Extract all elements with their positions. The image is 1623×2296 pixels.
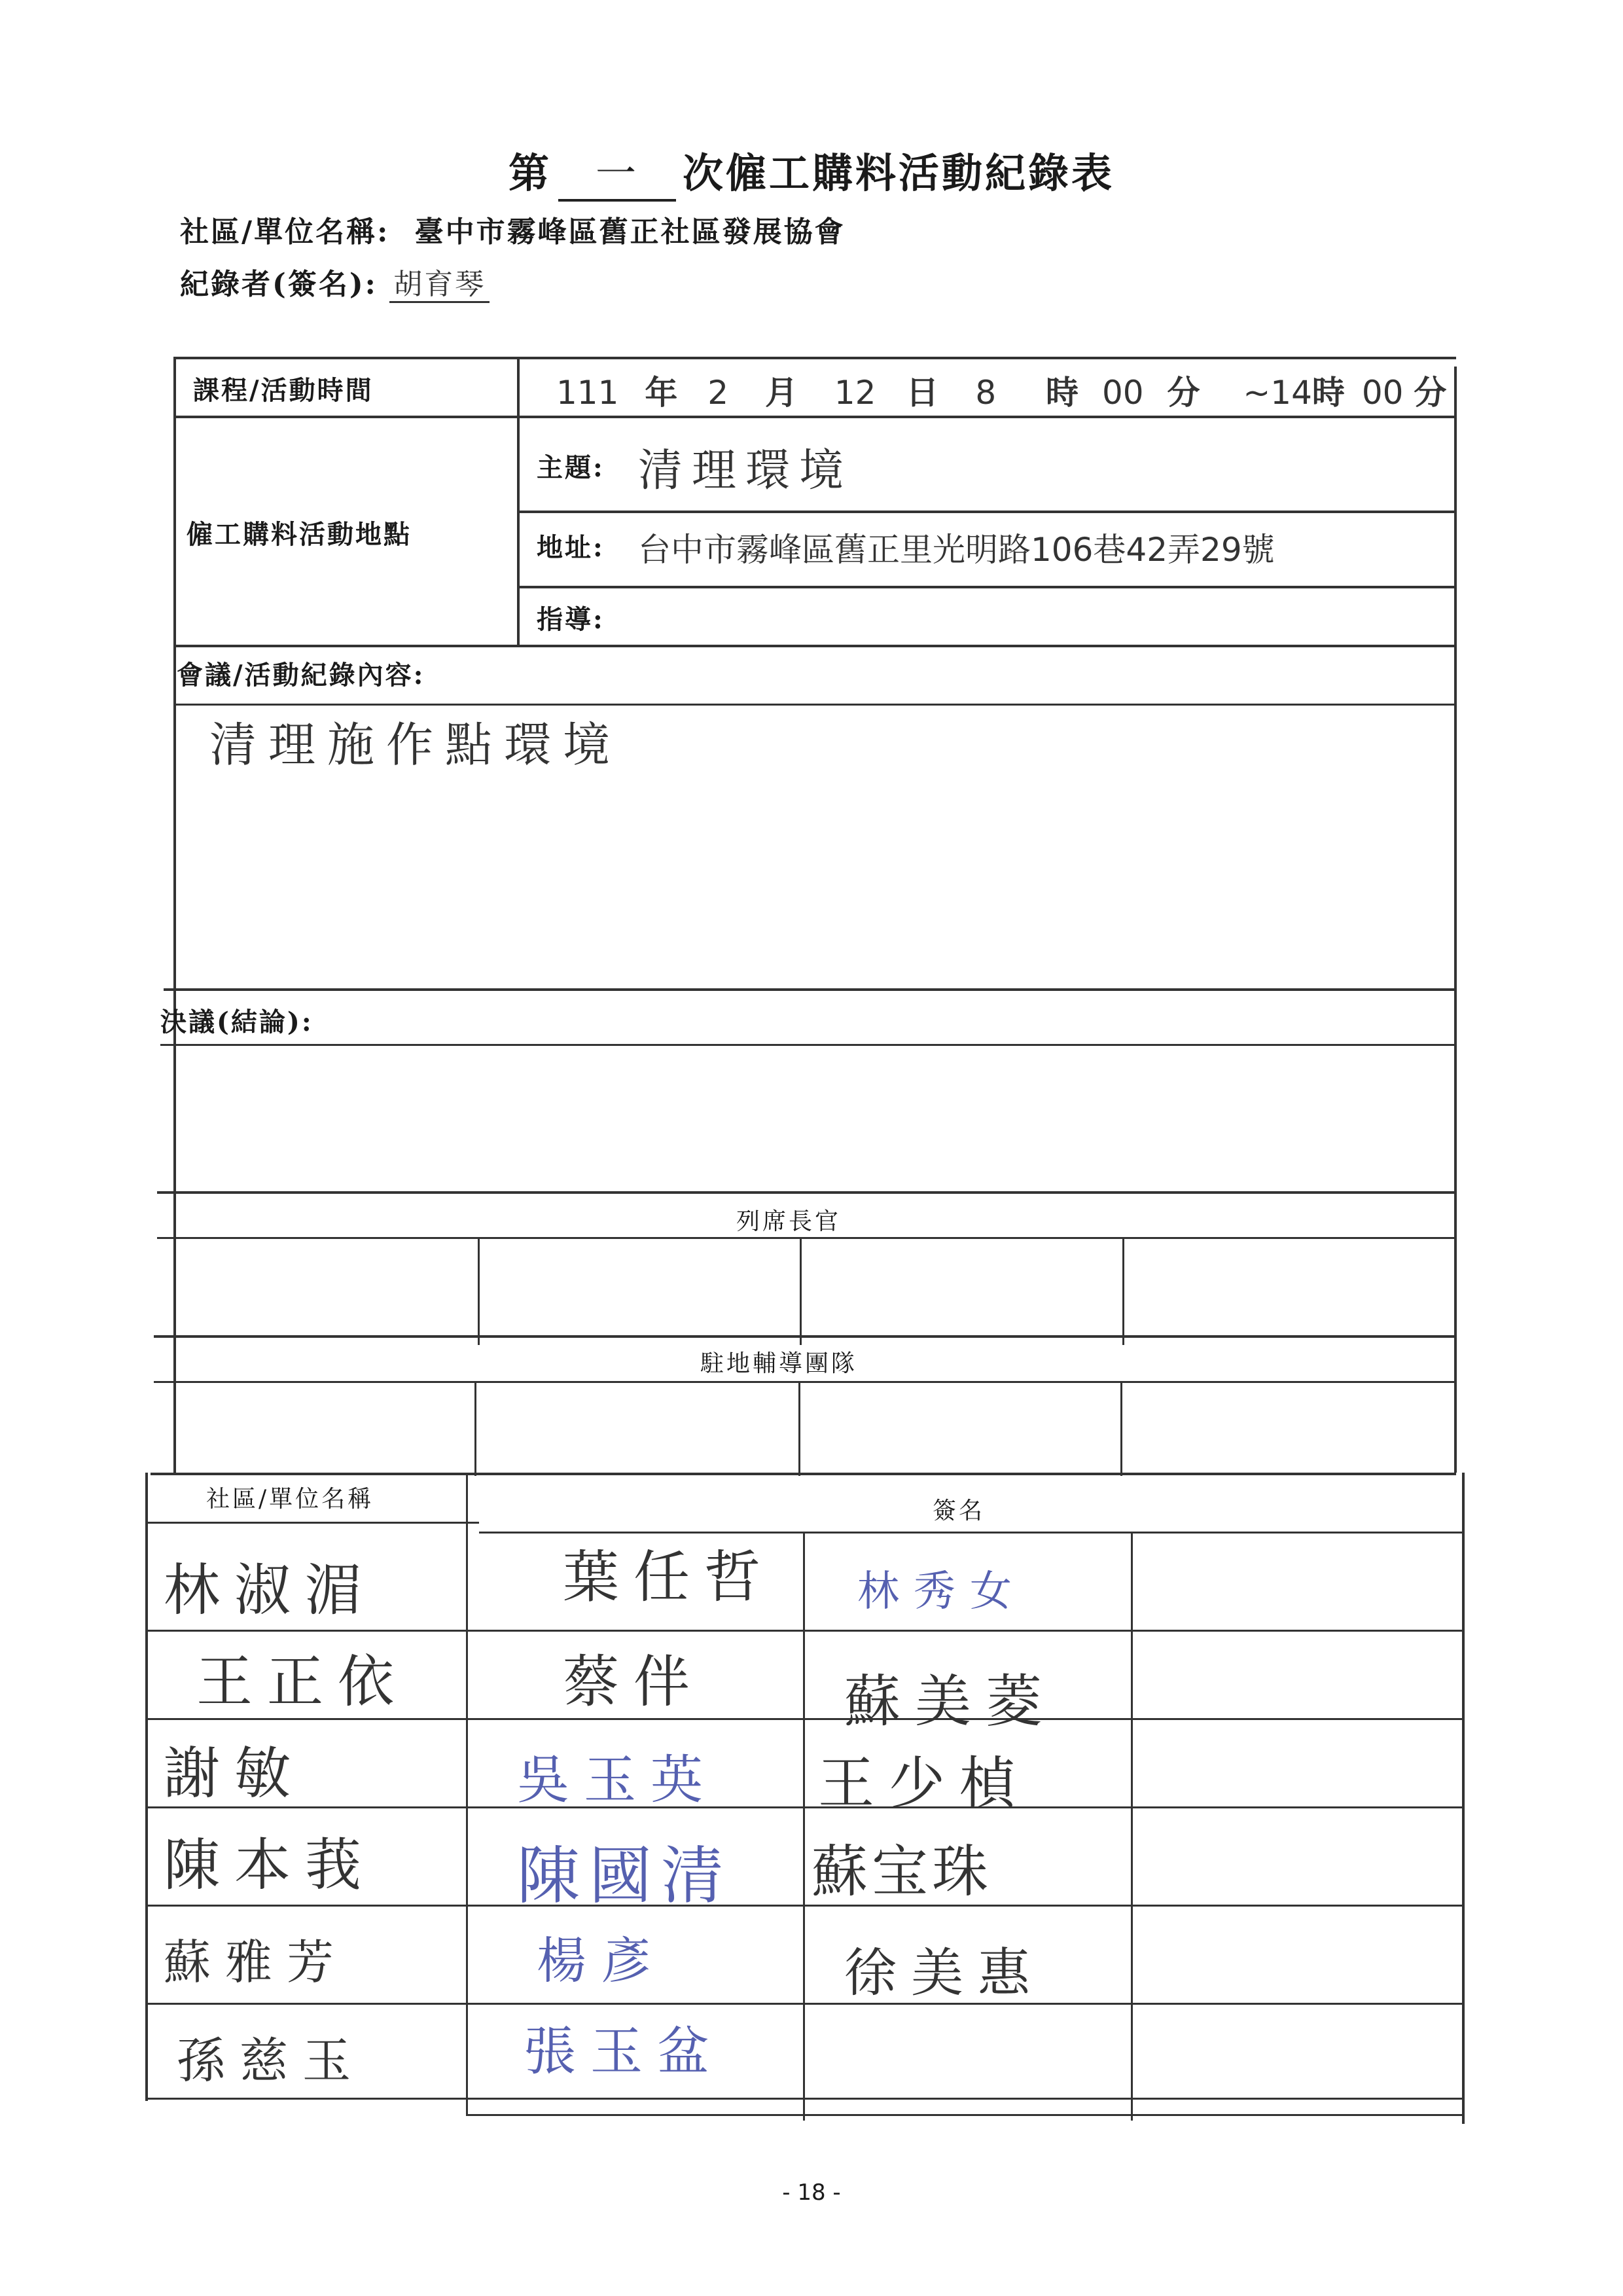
content-bottom bbox=[164, 988, 1456, 991]
officials-col-3 bbox=[1122, 1237, 1124, 1345]
signature-unit-row1: 林淑湄 bbox=[164, 1558, 376, 1623]
topic-label: 主題: bbox=[537, 452, 605, 483]
officials-col-2 bbox=[800, 1237, 802, 1345]
table-right-border bbox=[1454, 367, 1457, 1473]
location-block-bottom bbox=[173, 645, 1456, 647]
sign-left-border bbox=[145, 1473, 148, 2101]
team-header-line bbox=[154, 1381, 1456, 1383]
signature-row3-a: 吳玉英 bbox=[517, 1749, 717, 1810]
team-col-3 bbox=[1120, 1381, 1122, 1476]
signature-row2-b: 蘇美菱 bbox=[844, 1669, 1056, 1734]
resolution-label: 決議(結論): bbox=[160, 1007, 313, 1037]
signature-unit-row6: 孫慈玉 bbox=[177, 2033, 365, 2089]
recorder-line bbox=[180, 260, 490, 302]
topic-value: 清理環境 bbox=[638, 445, 853, 497]
sign-column-header: 簽名 bbox=[933, 1498, 986, 1524]
unit-label: 社區/單位名稱: bbox=[180, 215, 390, 249]
sign-row-line bbox=[145, 2003, 1464, 2005]
sign-col-2 bbox=[803, 1532, 805, 2121]
session-number: 一 bbox=[558, 141, 676, 202]
location-label: 僱工購料活動地點 bbox=[187, 519, 412, 550]
signature-unit-row2: 王正依 bbox=[196, 1649, 408, 1715]
team-col-2 bbox=[798, 1381, 800, 1476]
sign-row-line bbox=[145, 1905, 1464, 1907]
team-col-1 bbox=[474, 1381, 476, 1476]
time-label: 課程/活動時間 bbox=[193, 375, 374, 406]
sign-row-line bbox=[145, 1718, 1464, 1720]
address-row-bottom bbox=[517, 586, 1456, 588]
sign-row-line bbox=[145, 1630, 1464, 1632]
topic-row-bottom bbox=[517, 511, 1456, 513]
resolution-bottom bbox=[157, 1191, 1456, 1194]
label-column-divider bbox=[517, 357, 520, 645]
sign-right-border bbox=[1462, 1473, 1465, 2124]
sign-table-bottom-right bbox=[466, 2114, 1464, 2116]
unit-header-line bbox=[145, 1522, 479, 1524]
sign-col-1 bbox=[466, 1473, 468, 2114]
activity-time: 111 年 2 月 12 日 8 時 00 分 ~14時 00 分 bbox=[556, 374, 1447, 412]
signature-row6-a: 張玉盆 bbox=[524, 2021, 724, 2082]
table-left-border bbox=[173, 357, 176, 1473]
sign-col-3 bbox=[1131, 1532, 1133, 2121]
content-label: 會議/活動紀錄內容: bbox=[177, 660, 425, 691]
officials-bottom bbox=[154, 1335, 1456, 1338]
resolution-header-line bbox=[160, 1044, 1456, 1046]
sign-row-line bbox=[145, 1806, 1464, 1808]
address-label: 地址: bbox=[537, 532, 605, 563]
signature-row1-b: 林秀女 bbox=[857, 1568, 1026, 1616]
title-prefix: 第 bbox=[508, 149, 552, 197]
signature-row2-a: 蔡伴 bbox=[563, 1649, 704, 1715]
recorder-signature: 胡育琴 bbox=[389, 268, 490, 303]
guide-label: 指導: bbox=[537, 604, 605, 635]
recorder-label: 紀錄者(簽名): bbox=[180, 268, 378, 301]
signature-unit-row5: 蘇雅芳 bbox=[164, 1935, 349, 1990]
unit-value: 臺中市霧峰區舊正社區發展協會 bbox=[414, 215, 846, 249]
table-top-border bbox=[173, 357, 1456, 359]
team-label: 駐地輔導團隊 bbox=[700, 1350, 858, 1377]
officials-label: 列席長官 bbox=[736, 1208, 842, 1235]
unit-column-header: 社區/單位名稱 bbox=[206, 1486, 374, 1513]
form-title bbox=[0, 141, 1623, 202]
page-number: - 18 - bbox=[782, 2179, 841, 2206]
content-value: 清理施作點環境 bbox=[209, 717, 622, 772]
title-suffix: 次僱工購料活動紀錄表 bbox=[683, 149, 1115, 197]
time-row-bottom bbox=[173, 416, 1456, 418]
officials-col-1 bbox=[478, 1237, 480, 1345]
signature-row1-a: 葉任哲 bbox=[563, 1545, 775, 1610]
signature-unit-row3: 謝敏 bbox=[164, 1741, 305, 1806]
signature-unit-row4: 陳本莪 bbox=[164, 1833, 376, 1898]
address-value: 台中市霧峰區舊正里光明路106巷42弄29號 bbox=[638, 531, 1275, 569]
content-header-line bbox=[173, 704, 1456, 706]
signature-row4-a: 陳國清 bbox=[517, 1839, 733, 1912]
unit-line bbox=[180, 208, 846, 250]
signature-row5-b: 徐美惠 bbox=[844, 1943, 1044, 2003]
signature-row5-a: 楊彥 bbox=[537, 1931, 665, 1990]
signature-row3-b: 王少楨 bbox=[818, 1751, 1030, 1816]
sign-table-bottom bbox=[145, 2098, 1464, 2100]
signature-row4-b: 蘇宝珠 bbox=[812, 1839, 992, 1905]
officials-header-line bbox=[157, 1237, 1456, 1239]
team-bottom bbox=[151, 1473, 1456, 1475]
